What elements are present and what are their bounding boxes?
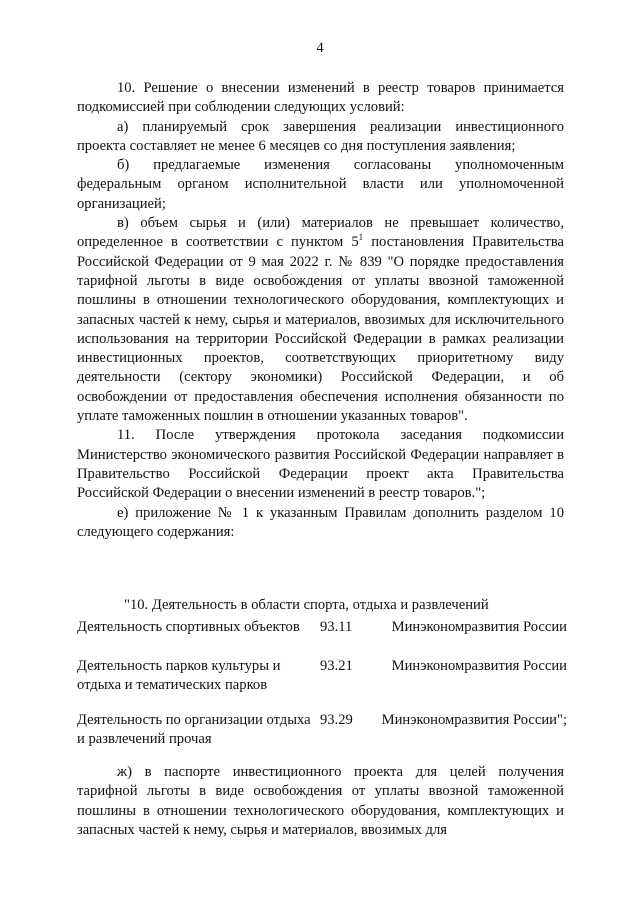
activity-name: Деятельность спортивных объектов (77, 619, 300, 635)
paragraph-subitem-b: б) предлагаемые изменения согласованы уполномоченным федеральным органом исполнительной власти или уполномоченной организацией; (77, 157, 564, 212)
paragraph-item-10: 10. Решение о внесении изменений в реестр товаров принимается подкомиссией при соблюдении следующих условий: (77, 80, 564, 116)
main-text (77, 79, 564, 542)
paragraph-subitem-v (77, 214, 564, 426)
section-title: "10. Деятельность в области спорта, отдыха и развлечений (124, 597, 489, 613)
responsible-ministry: Минэкономразвития России (391, 658, 567, 674)
paragraph-subitem-e: е) приложение № 1 к указанным Правилам дополнить разделом 10 следующего содержания: (77, 504, 564, 540)
paragraph-subitem-zh: ж) в паспорте инвестиционного проекта для целей получения тарифной льготы в виде освобождения от уплаты ввозной таможенной пошлины в отношении технологического оборудования, комплектующих и запасных частей к нему, сырья и материалов, ввозимых для (77, 764, 564, 838)
activity-code: 93.29 (320, 712, 353, 728)
responsible-ministry: Минэкономразвития России (391, 619, 567, 635)
activity-code: 93.21 (320, 658, 353, 674)
footnote-superscript: 1 (358, 232, 364, 243)
paragraph-subitem-v-end: постановления Правительства Российской Федерации от 9 мая 2022 г. № 839 "О порядке предоставления тарифной льготы в виде освобождения от уплаты ввозной таможенной пошлины в отношении технологического оборудования, комплектующих и запасных частей к нему, сырья и материалов, ввозимых для исключительного использования на территории Российской Федерации в рамках реализации инвестиционных проектов, соответствующих приоритетному виду деятельности (сектору экономики) Российской Федерации, и об освобождении от предоставления обеспечения исполнения обязанности по уплате таможенных пошлин в отношении указанных товаров". (77, 234, 565, 425)
activity-code: 93.11 (320, 619, 353, 635)
paragraph-subitem-a: а) планируемый срок завершения реализации инвестиционного проекта составляет не менее 6 месяцев со дня поступления заявления; (77, 118, 564, 154)
activity-name: Деятельность парков культуры и отдыха и тематических парков (77, 658, 281, 694)
paragraph-subitem-v-start: в) объем сырья и (или) материалов не превышает количество, определенное в соответствии с пунктом 5 (77, 215, 564, 251)
paragraph-item-11: 11. После утверждения протокола заседания подкомиссии Министерство экономического развития Российской Федерации направляет в Правительство Российской Федерации проект акта Правительства Российской Федерации о внесении изменений в реестр товаров."; (77, 427, 564, 502)
responsible-ministry: Минэкономразвития России"; (381, 712, 567, 728)
activity-name: Деятельность по организации отдыха и развлечений прочая (77, 712, 311, 748)
closing-text (77, 763, 564, 840)
page-number: 4 (316, 40, 324, 56)
